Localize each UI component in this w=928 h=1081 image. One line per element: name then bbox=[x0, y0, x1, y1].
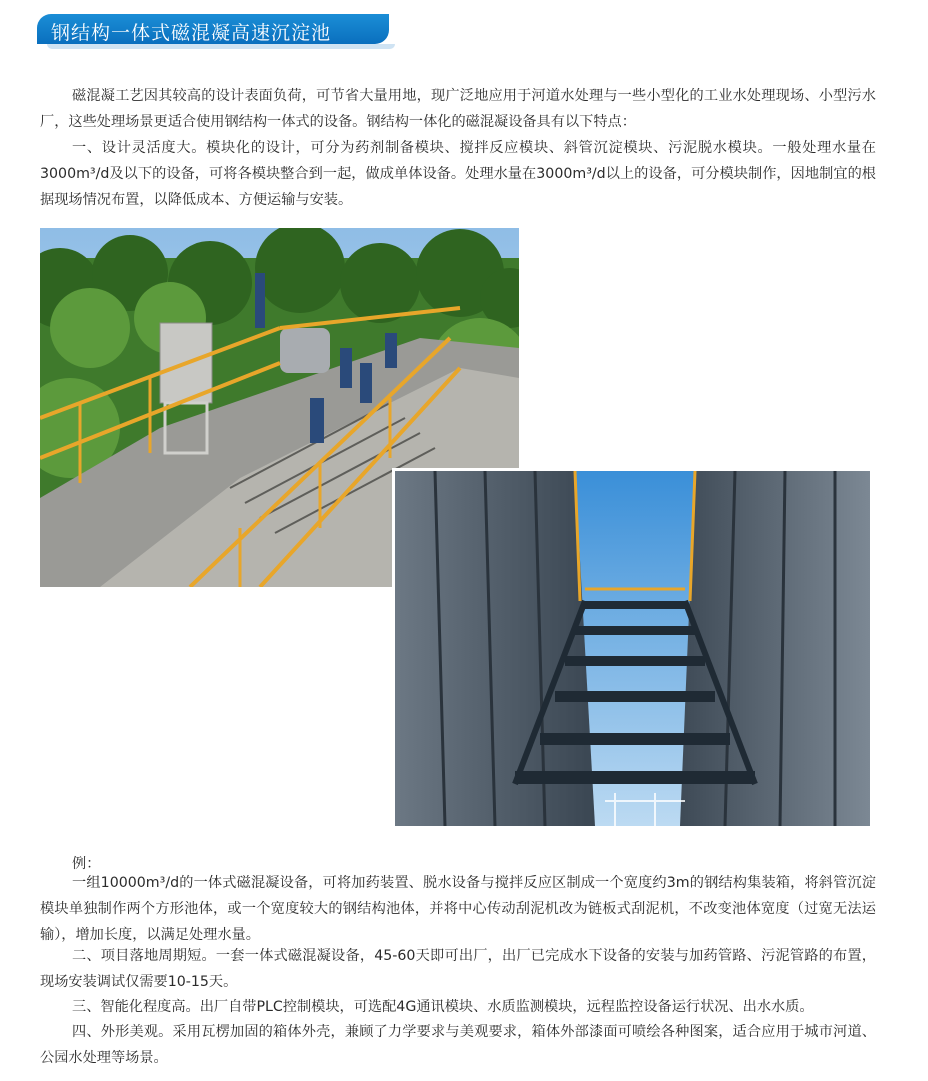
intro-paragraph-1: 磁混凝工艺因其较高的设计表面负荷，可节省大量用地，现广泛地应用于河道水处理与一些小型化的工业水处理现场、小型污水厂，这些处理场景更适合使用钢结构一体式的设备。钢结构一体化的磁混凝设备具有以下特点： bbox=[40, 88, 876, 130]
point-4-paragraph: 四、外形美观。采用瓦楞加固的箱体外壳，兼顾了力学要求与美观要求，箱体外部漆面可喷绘各种图案，适合应用于城市河道、公园水处理等场景。 bbox=[40, 1024, 876, 1066]
example-paragraph: 一组10000m³/d的一体式磁混凝设备，可将加药装置、脱水设备与搅拌反应区制成一个宽度约3m的钢结构集装箱，将斜管沉淀模块单独制作两个方形池体，或一个宽度较大的钢结构池体，并将中心传动刮泥机改为链板式刮泥机，不改变池体宽度（过宽无法运输），增加长度，以满足处理水量。 bbox=[40, 875, 876, 943]
intro-paragraph-2: 一、设计灵活度大。模块化的设计，可分为药剂制备模块、搅拌反应模块、斜管沉淀模块、污泥脱水模块。一般处理水量在3000m³/d及以下的设备，可将各模块整合到一起，做成单体设备。处理水量在3000m³/d以上的设备，可分模块制作，因地制宜的根据现场情况布置，以降低成本、方便运输与安装。 bbox=[40, 140, 876, 208]
title-banner bbox=[37, 14, 389, 44]
page-title: 钢结构一体式磁混凝高速沉淀池 bbox=[51, 22, 332, 44]
staircase-tank-photo bbox=[392, 468, 870, 826]
point-2-paragraph: 二、项目落地周期短。一套一体式磁混凝设备，45-60天即可出厂，出厂已完成水下设备的安装与加药管路、污泥管路的布置，现场安装调试仅需要10-15天。 bbox=[40, 948, 876, 990]
example-label: 例： bbox=[72, 856, 101, 872]
point-3-paragraph: 三、智能化程度高。出厂自带PLC控制模块，可选配4G通讯模块、水质监测模块，远程监控设备运行状况、出水水质。 bbox=[72, 999, 814, 1015]
